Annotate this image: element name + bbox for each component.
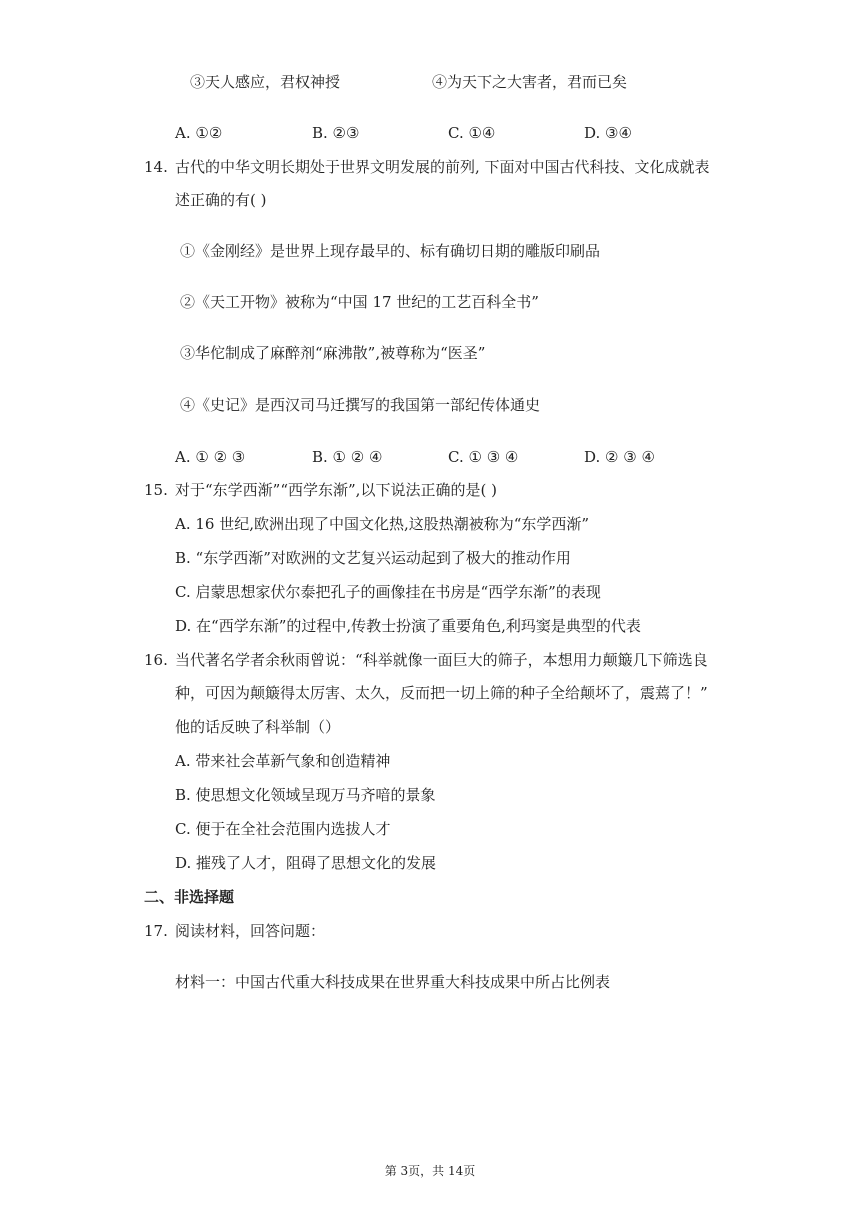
q13-option-c[interactable]: C. ①④ — [448, 124, 496, 142]
q17-material-1: 材料一：中国古代重大科技成果在世界重大科技成果中所占比例表 — [175, 973, 611, 991]
q14-option-c[interactable]: C. ① ③ ④ — [448, 448, 519, 466]
q13-item-4: ④为天下之大害者，君而已矣 — [432, 73, 628, 91]
q15-option-d[interactable]: D. 在“西学东渐”的过程中,传教士扮演了重要角色,利玛窦是典型的代表 — [175, 617, 641, 635]
q13-item-3: ③天人感应，君权神授 — [190, 73, 341, 91]
q14-stem-line1: 古代的中华文明长期处于世界文明发展的前列, 下面对中国古代科技、文化成就表 — [175, 158, 710, 176]
q14-item-2: ②《天工开物》被称为“中国 17 世纪的工艺百科全书” — [180, 293, 539, 311]
q16-number: 16. — [144, 651, 168, 669]
q15-option-c[interactable]: C. 启蒙思想家伏尔泰把孔子的画像挂在书房是“西学东渐”的表现 — [175, 583, 601, 601]
section-title-non-choice: 二、非选择题 — [144, 888, 235, 906]
q15-option-b[interactable]: B. “东学西渐”对欧洲的文艺复兴运动起到了极大的推动作用 — [175, 549, 571, 567]
q14-number: 14. — [144, 158, 168, 176]
q16-option-a[interactable]: A. 带来社会革新气象和创造精神 — [175, 752, 391, 770]
page-number-footer: 第 3页，共 14页 — [384, 1164, 476, 1178]
q15-option-a[interactable]: A. 16 世纪,欧洲出现了中国文化热,这股热潮被称为“东学西渐” — [175, 515, 590, 533]
q14-option-a[interactable]: A. ① ② ③ — [175, 448, 246, 466]
q13-option-b[interactable]: B. ②③ — [312, 124, 360, 142]
q16-stem-line2: 种，可因为颠簸得太厉害、太久，反而把一切上筛的种子全给颠坏了，震蔫了！” — [175, 684, 708, 702]
q17-number: 17. — [144, 922, 168, 940]
q15-number: 15. — [144, 481, 168, 499]
q14-item-3: ③华佗制成了麻醉剂“麻沸散”,被尊称为“医圣” — [180, 344, 486, 362]
q14-stem-line2: 述正确的有( ) — [175, 191, 267, 209]
q17-stem: 阅读材料，回答问题： — [175, 922, 326, 940]
q16-option-b[interactable]: B. 使思想文化领域呈现万马齐喑的景象 — [175, 786, 436, 804]
q13-option-a[interactable]: A. ①② — [175, 124, 223, 142]
q16-stem-line3: 他的话反映了科举制（） — [175, 718, 341, 736]
q16-stem-line1: 当代著名学者余秋雨曾说：“科举就像一面巨大的筛子，本想用力颠簸几下筛选良 — [175, 651, 708, 669]
q14-item-4: ④《史记》是西汉司马迁撰写的我国第一部纪传体通史 — [180, 396, 541, 414]
q16-option-d[interactable]: D. 摧残了人才，阻碍了思想文化的发展 — [175, 854, 437, 872]
q16-option-c[interactable]: C. 便于在全社会范围内选拔人才 — [175, 820, 391, 838]
q13-option-d[interactable]: D. ③④ — [584, 124, 632, 142]
q14-item-1: ①《金刚经》是世界上现存最早的、标有确切日期的雕版印刷品 — [180, 242, 601, 260]
q15-stem: 对于“东学西渐”“西学东渐”,以下说法正确的是( ) — [175, 481, 497, 499]
q14-option-d[interactable]: D. ② ③ ④ — [584, 448, 655, 466]
q14-option-b[interactable]: B. ① ② ④ — [312, 448, 383, 466]
